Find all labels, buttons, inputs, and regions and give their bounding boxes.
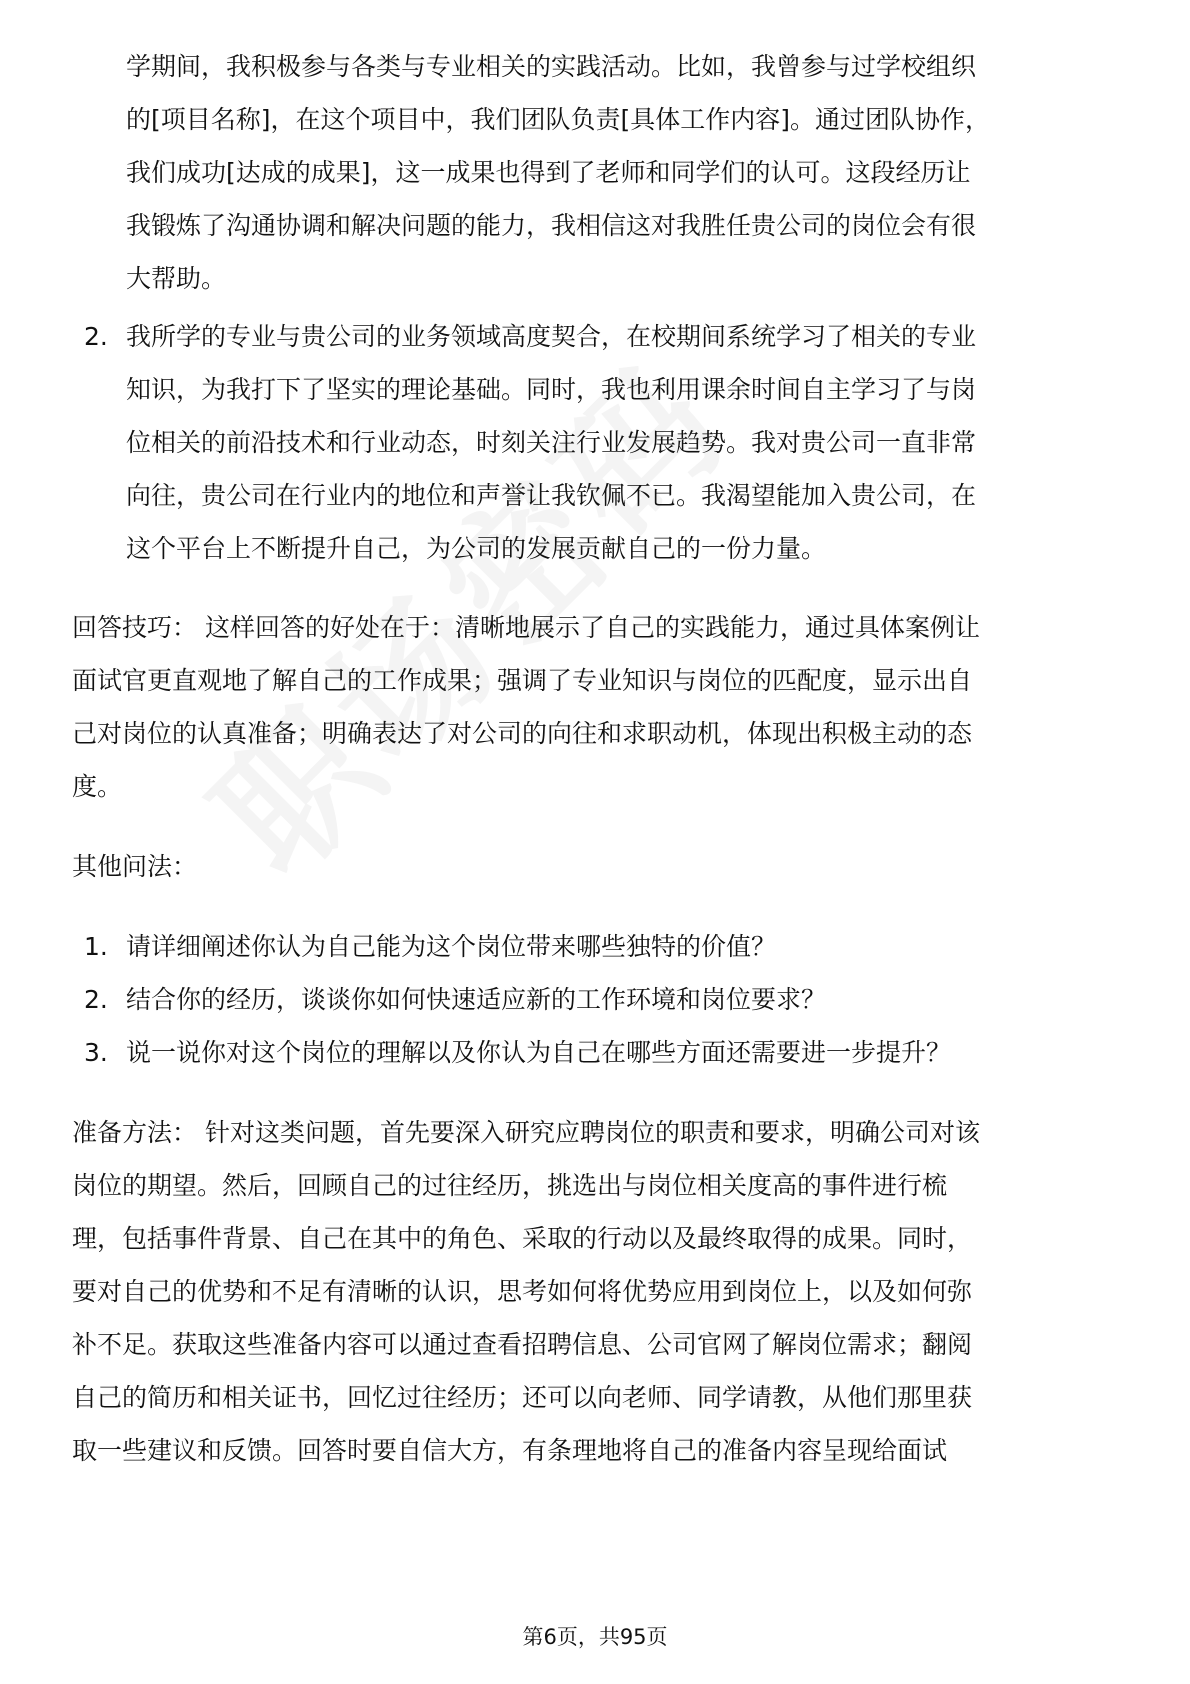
page-number-footer: 第6页，共95页 [522, 1625, 668, 1649]
text-line: 位相关的前沿技术和行业动态，时刻关注行业发展趋势。我对贵公司一直非常 [126, 428, 977, 457]
list-number: 2. [84, 985, 108, 1014]
text-line: 知识，为我打下了坚实的理论基础。同时，我也利用课余时间自主学习了与岗 [126, 375, 977, 404]
text-line: 大帮助。 [126, 264, 227, 293]
text-line: 己对岗位的认真准备；明确表达了对公司的向往和求职动机，体现出积极主动的态 [72, 719, 973, 748]
text-line: 我们成功[达成的成果]，这一成果也得到了老师和同学们的认可。这段经历让 [126, 158, 971, 187]
text-line: 取一些建议和反馈。回答时要自信大方，有条理地将自己的准备内容呈现给面试 [72, 1436, 948, 1465]
text-line: 要对自己的优势和不足有清晰的认识，思考如何将优势应用到岗位上，以及如何弥 [72, 1277, 973, 1306]
text-line: 的[项目名称]，在这个项目中，我们团队负责[具体工作内容]。通过团队协作， [126, 105, 991, 134]
list-item: 结合你的经历，谈谈你如何快速适应新的工作环境和岗位要求？ [126, 985, 827, 1014]
text-line: 补不足。获取这些准备内容可以通过查看招聘信息、公司官网了解岗位需求；翻阅 [72, 1330, 973, 1359]
text-line: 回答技巧： 这样回答的好处在于：清晰地展示了自己的实践能力，通过具体案例让 [72, 613, 980, 642]
text-line: 向往，贵公司在行业内的地位和声誉让我钦佩不已。我渴望能加入贵公司，在 [126, 481, 977, 510]
text-line: 这个平台上不断提升自己，为公司的发展贡献自己的一份力量。 [126, 534, 827, 563]
list-number: 2. [84, 322, 108, 351]
text-line: 理，包括事件背景、自己在其中的角色、采取的行动以及最终取得的成果。同时， [72, 1224, 973, 1253]
text-line: 岗位的期望。然后，回顾自己的过往经历，挑选出与岗位相关度高的事件进行梳 [72, 1171, 948, 1200]
text-line: 准备方法： 针对这类问题，首先要深入研究应聘岗位的职责和要求，明确公司对该 [72, 1118, 980, 1147]
text-line: 面试官更直观地了解自己的工作成果；强调了专业知识与岗位的匹配度，显示出自 [72, 666, 973, 695]
list-item: 请详细阐述你认为自己能为这个岗位带来哪些独特的价值？ [126, 932, 777, 961]
section-heading: 其他问法： [72, 852, 198, 881]
list-number: 1. [84, 932, 108, 961]
text-line: 我所学的专业与贵公司的业务领域高度契合，在校期间系统学习了相关的专业 [126, 322, 977, 351]
text-line: 学期间，我积极参与各类与专业相关的实践活动。比如，我曾参与过学校组织 [126, 52, 977, 81]
list-number: 3. [84, 1038, 108, 1067]
text-line: 度。 [72, 772, 123, 801]
list-item: 说一说你对这个岗位的理解以及你认为自己在哪些方面还需要进一步提升？ [126, 1038, 952, 1067]
text-line: 自己的简历和相关证书，回忆过往经历；还可以向老师、同学请教，从他们那里获 [72, 1383, 973, 1412]
text-line: 我锻炼了沟通协调和解决问题的能力，我相信这对我胜任贵公司的岗位会有很 [126, 211, 977, 240]
